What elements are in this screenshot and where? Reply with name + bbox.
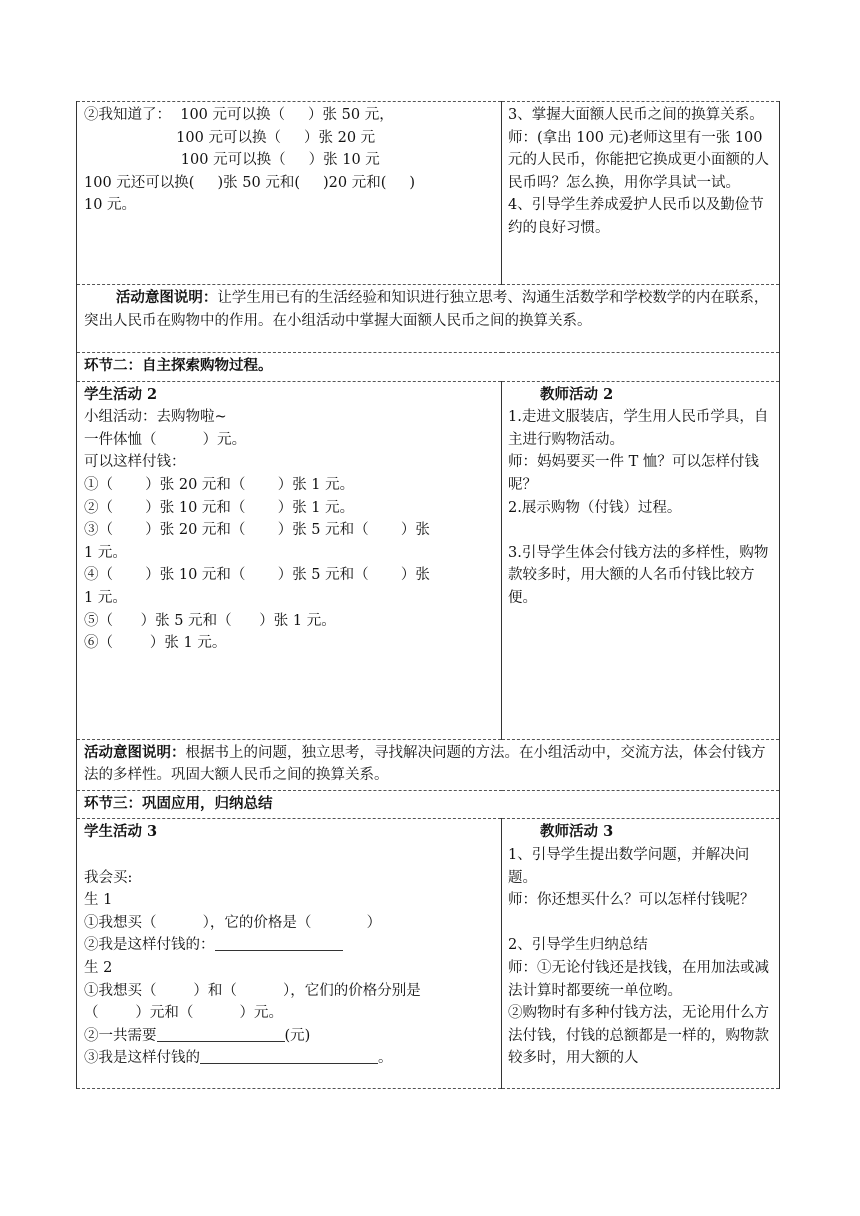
payment-blank-1[interactable] (215, 936, 343, 951)
teacher-1-item-4: 4、引导学生养成爱护人民币以及勤俭节约的良好习惯。 (508, 197, 764, 236)
s2-line-1: 小组活动：去购物啦~ (84, 409, 227, 426)
section-3-header (77, 790, 780, 819)
exchange-line-3: 100 元可以换（ ）张 10 元 (84, 152, 380, 169)
teacher-activity-3-title: 教师活动 3 (540, 823, 614, 841)
section-3-title: 环节三：巩固应用，归纳总结 (84, 794, 273, 812)
s2-line-8: ④（ ）张 10 元和（ ）张 5 元和（ ）张 (84, 567, 430, 584)
teacher-activity-1-cell (502, 102, 780, 285)
intent-label-2: 活动意图说明： (84, 743, 186, 761)
exchange-line-2: 100 元可以换（ ）张 20 元 (84, 129, 376, 146)
payment-blank-2[interactable] (200, 1049, 378, 1064)
s2-line-10: ⑤（ ）张 5 元和（ ）张 1 元。 (84, 612, 336, 629)
student-2-q3: ③我是这样付钱的 (84, 1050, 200, 1067)
s2-line-7: 1 元。 (84, 544, 127, 561)
total-blank[interactable] (157, 1027, 285, 1042)
student-2-q2-line (84, 1025, 496, 1048)
intent-text-2: 根据书上的问题，独立思考，寻找解决问题的方法。在小组活动中，交流方法，体会付钱方法的多样性。巩固大额人民币之间的换算关系。 (84, 744, 766, 784)
teacher-1-item-3: 3、掌握大面额人民币之间的换算关系。 (508, 107, 764, 123)
student-2-q3-end: 。 (378, 1050, 393, 1067)
student-activity-1-cell (77, 102, 502, 285)
student-1-q2: ②我是这样付钱的： (84, 937, 215, 954)
t2-item-4: 3.引导学生体会付钱方法的多样性，购物款较多时，用大额的人名币付钱比较方便。 (508, 544, 769, 606)
s2-line-9: 1 元。 (84, 589, 127, 606)
section-2-title: 环节二：自主探索购物过程。 (84, 357, 273, 374)
section-2-header (77, 353, 780, 382)
exchange-line-1: ②我知道了： 100 元可以换（ ）张 50 元， (84, 107, 394, 123)
s2-line-6: ③（ ）张 20 元和（ ）张 5 元和（ ）张 (84, 522, 430, 539)
t2-item-3: 2.展示购物（付钱）过程。 (508, 499, 682, 516)
teacher-1-dialog: 师：(拿出 100 元)老师这里有一张 100 元的人民币，你能把它换成更小面额的人民币吗？怎么换，用你学具试一试。 (508, 129, 770, 191)
intent-text-1: 让学生用已有的生活经验和知识进行独立思考、沟通生活数学和学校数学的内在联系，突出人民币在购物中的作用。在小组活动中掌握大面额人民币之间的换算关系。 (84, 290, 769, 329)
lesson-plan-table (76, 101, 780, 1089)
student-1-q1: ①我想买（ ），它的价格是（ ） (84, 914, 382, 931)
teacher-activity-3-cell (502, 819, 780, 1089)
student-activity-3-title: 学生活动 3 (84, 823, 158, 841)
student-1-q2-line (84, 934, 496, 957)
t2-item-1: 1.走进文服装店，学生用人民币学具，自主进行购物活动。 (508, 409, 769, 448)
s2-line-3: 可以这样付钱： (84, 454, 186, 471)
activity-intent-note-1 (77, 285, 780, 353)
student-2-q3-line (84, 1047, 496, 1070)
t3-item-3: 2、引导学生归纳总结 (508, 937, 648, 954)
t2-spacer (508, 519, 775, 542)
s2-line-4: ①（ ）张 20 元和（ ）张 1 元。 (84, 476, 355, 493)
buy-label: 我会买: (84, 869, 133, 886)
student-2-q2-unit: (元) (284, 1027, 311, 1044)
student-2-q2: ②一共需要 (84, 1027, 157, 1044)
t3-item-2: 师：你还想买什么？可以怎样付钱呢？ (508, 892, 755, 909)
s2-line-11: ⑥（ ）张 1 元。 (84, 635, 227, 652)
lesson-plan-page (76, 101, 781, 1089)
activity-intent-note-2 (77, 739, 780, 790)
exchange-line-4: 100 元还可以换( )张 50 元和( )20 元和( ) (84, 174, 416, 191)
t3-item-1: 1、引导学生提出数学问题，并解决问题。 (508, 846, 750, 886)
student-activity-2-title: 学生活动 2 (84, 385, 158, 403)
exchange-line-5: 10 元。 (84, 197, 137, 214)
teacher-activity-2-title: 教师活动 2 (540, 385, 614, 403)
student-activity-2-cell (77, 381, 502, 739)
t3-item-4: 师：①无论付钱还是找钱，在用加法或减法计算时都要统一单位哟。 (508, 959, 770, 999)
s2-line-5: ②（ ）张 10 元和（ ）张 1 元。 (84, 499, 355, 516)
t2-item-2: 师：妈妈要买一件 T 恤？可以怎样付钱呢？ (508, 454, 759, 493)
student-activity-3-cell (77, 819, 502, 1089)
t3-spacer (508, 912, 775, 935)
s3-spacer (84, 844, 496, 867)
student-1-label: 生 1 (84, 892, 113, 909)
student-2-q1: ①我想买（ ）和（ ），它们的价格分别是 (84, 982, 421, 999)
t3-item-5: ②购物时有多种付钱方法，无论用什么方法付钱，付钱的总额都是一样的，购物款较多时，用大额的人 (508, 1005, 770, 1067)
intent-label-1: 活动意图说明： (115, 289, 218, 306)
student-2-q1b: （ ）元和（ ）元。 (84, 1005, 283, 1022)
teacher-activity-2-cell (502, 381, 780, 739)
student-2-label: 生 2 (84, 959, 113, 976)
s2-line-2: 一件体恤（ ）元。 (84, 431, 247, 448)
